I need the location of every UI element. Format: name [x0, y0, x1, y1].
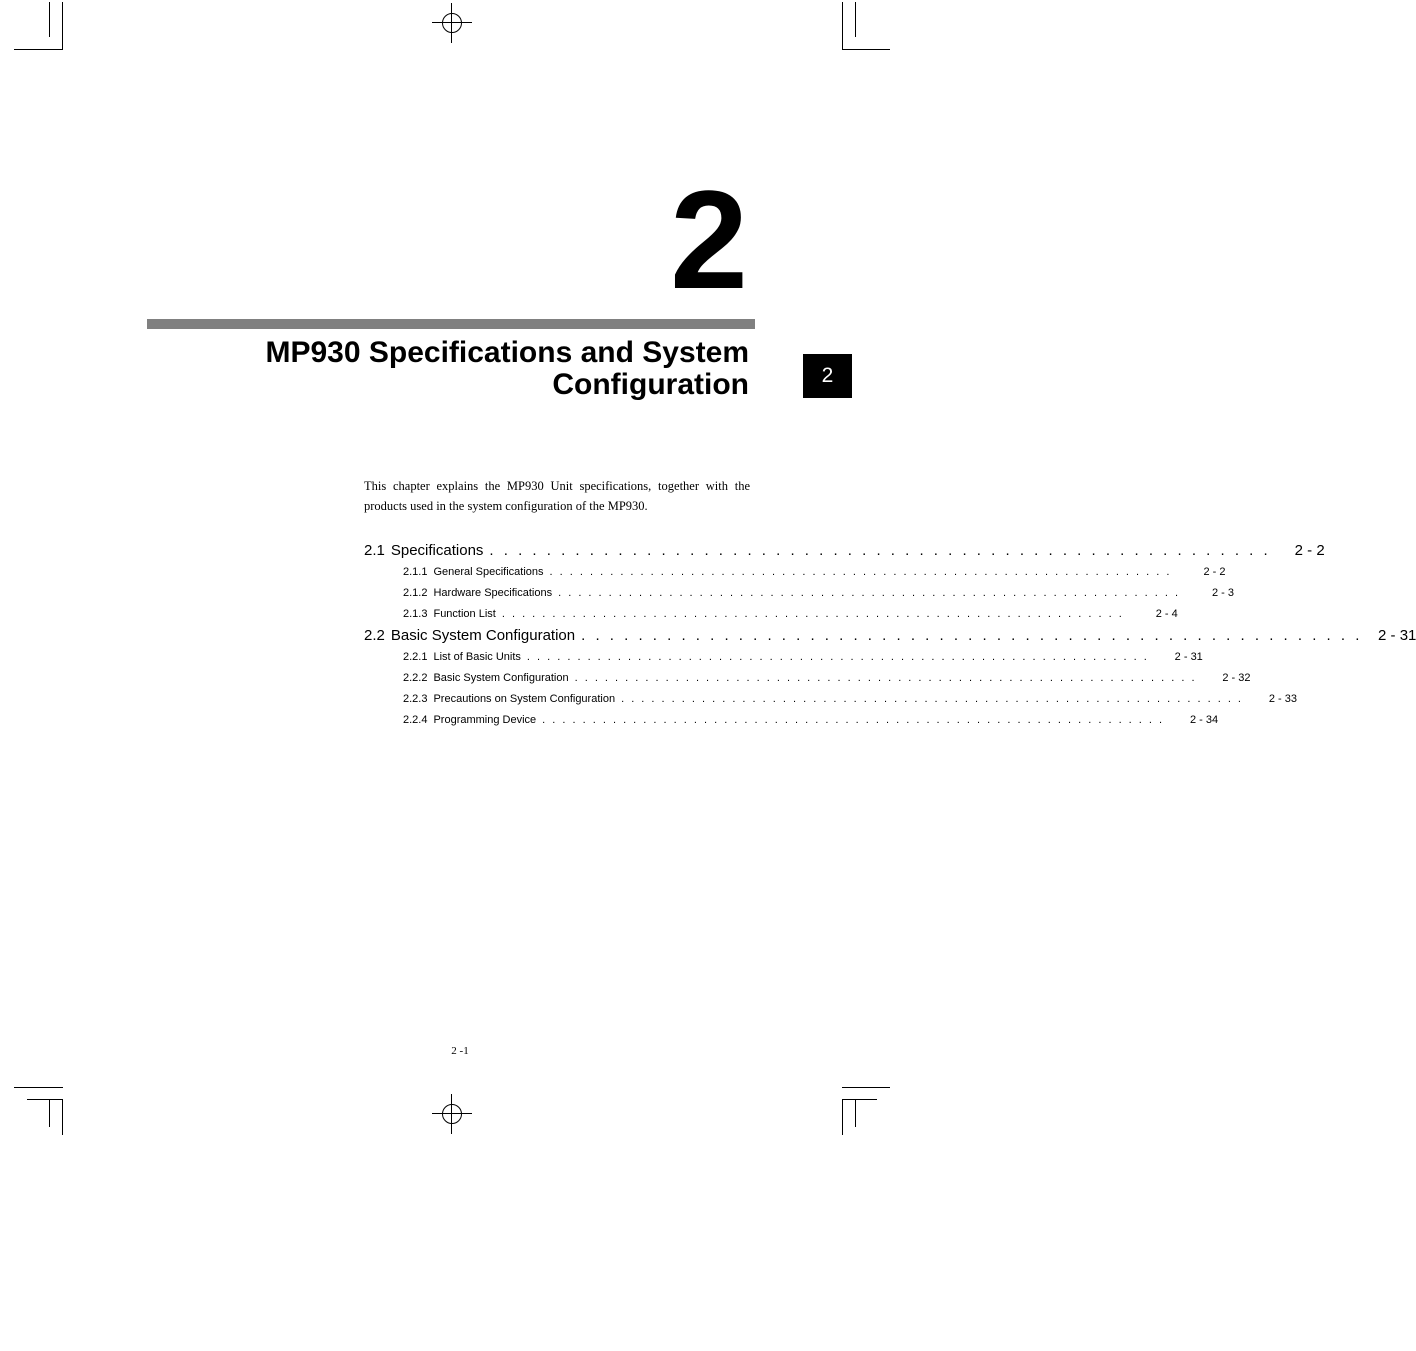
- chapter-title: [189, 337, 749, 401]
- page-number: 2 -1: [451, 1045, 469, 1057]
- registration-mark: [432, 1094, 472, 1134]
- leader-dots: . . . . . . . . . . . . . . . . . . . . . . . . . . . . . . . . . . . . . . . . . . . . . . . . . . . . . . . . . . . . . .: [621, 693, 1243, 705]
- leader-dots: . . . . . . . . . . . . . . . . . . . . . . . . . . . . . . . . . . . . . . . . . . . . . . . . . . . . . . . . . . . . . .: [558, 587, 1181, 599]
- leader-dots: . . . . . . . . . . . . . . . . . . . . . . . . . . . . . . . . . . . . . . . . . . . . . . . . . . . . . . . . . . . . . .: [526, 651, 1149, 663]
- crop-mark: [855, 2, 856, 37]
- crop-mark: [14, 1087, 63, 1088]
- crop-mark: [49, 2, 50, 37]
- crop-mark: [49, 1099, 50, 1127]
- chapter-number: 2: [670, 161, 746, 318]
- leader-dots: . . . . . . . . . . . . . . . . . . . . . . . . . . . . . . . . . . . . . . . . . . . . . . . . . . . . . . . . . . . . . .: [542, 714, 1165, 726]
- toc-entry-2-2-2[interactable]: 2.2.2 Basic System Configuration . . . . . . . . . . . . . . . . . . . . . . . . . . . . . . . . . . . . . . . . . . . . . . . . . . . . . . . . . . . . . . 2 - 32: [364, 668, 750, 689]
- leader-dots: . . . . . . . . . . . . . . . . . . . . . . . . . . . . . . . . . . . . . . . . . . . . . . . . . . . . . . . . . . . . . .: [501, 608, 1124, 620]
- leader-dots: . . . . . . . . . . . . . . . . . . . . . . . . . . . . . . . . . . . . . . . . . . . . . . . . . . . . . . .: [489, 542, 1271, 559]
- crop-mark: [14, 49, 63, 50]
- crop-mark: [842, 1099, 877, 1100]
- crop-mark: [855, 1099, 856, 1127]
- toc-entry-2-1-2[interactable]: 2.1.2 Hardware Specifications . . . . . . . . . . . . . . . . . . . . . . . . . . . . . . . . . . . . . . . . . . . . . . . . . . . . . . . . . . . . . . 2 - 3: [364, 583, 750, 604]
- crop-mark: [842, 1099, 843, 1135]
- crop-mark: [62, 2, 63, 50]
- toc-entry-2-2-3[interactable]: 2.2.3 Precautions on System Configuration . . . . . . . . . . . . . . . . . . . . . . . . . . . . . . . . . . . . . . . . . . . . . . . . . . . . . . . . . . . . . . 2 - 33: [364, 689, 750, 710]
- crop-mark: [842, 49, 890, 50]
- toc-entry-2-1-1[interactable]: 2.1.1 General Specifications . . . . . . . . . . . . . . . . . . . . . . . . . . . . . . . . . . . . . . . . . . . . . . . . . . . . . . . . . . . . . . 2 - 2: [364, 562, 750, 583]
- leader-dots: . . . . . . . . . . . . . . . . . . . . . . . . . . . . . . . . . . . . . . . . . . . . . . . . . . . . . . . . . . . . . .: [574, 672, 1197, 684]
- chapter-title-line: Configuration: [552, 368, 749, 401]
- toc-entry-2-2-4[interactable]: 2.2.4 Programming Device . . . . . . . . . . . . . . . . . . . . . . . . . . . . . . . . . . . . . . . . . . . . . . . . . . . . . . . . . . . . . . 2 - 34: [364, 710, 750, 731]
- chapter-rule: [147, 319, 755, 329]
- toc-entry-2-1[interactable]: 2.1 Specifications . . . . . . . . . . . . . . . . . . . . . . . . . . . . . . . . . . . . . . . . . . . . . . . . . . . . . . . 2 - 2: [364, 540, 750, 562]
- crop-mark: [62, 1099, 63, 1135]
- chapter-tab: 2: [803, 354, 852, 398]
- toc-entry-2-2-1[interactable]: 2.2.1 List of Basic Units . . . . . . . . . . . . . . . . . . . . . . . . . . . . . . . . . . . . . . . . . . . . . . . . . . . . . . . . . . . . . . 2 - 31: [364, 647, 750, 668]
- crop-mark: [27, 1099, 63, 1100]
- chapter-title-line: MP930 Specifications and System: [265, 336, 749, 369]
- chapter-intro: This chapter explains the MP930 Unit specifications, together with the products used in the system configuration of the MP930.: [364, 479, 750, 513]
- leader-dots: . . . . . . . . . . . . . . . . . . . . . . . . . . . . . . . . . . . . . . . . . . . . . . . . . . . . . . .: [581, 627, 1363, 644]
- toc-entry-2-1-3[interactable]: 2.1.3 Function List . . . . . . . . . . . . . . . . . . . . . . . . . . . . . . . . . . . . . . . . . . . . . . . . . . . . . . . . . . . . . . 2 - 4: [364, 604, 750, 625]
- crop-mark: [842, 1087, 890, 1088]
- toc-entry-2-2[interactable]: 2.2 Basic System Configuration . . . . . . . . . . . . . . . . . . . . . . . . . . . . . . . . . . . . . . . . . . . . . . . . . . . . . . . 2 - 31: [364, 625, 750, 647]
- registration-mark: [432, 3, 472, 43]
- crop-mark: [842, 2, 843, 50]
- leader-dots: . . . . . . . . . . . . . . . . . . . . . . . . . . . . . . . . . . . . . . . . . . . . . . . . . . . . . . . . . . . . . .: [549, 566, 1172, 578]
- table-of-contents: [364, 540, 1416, 731]
